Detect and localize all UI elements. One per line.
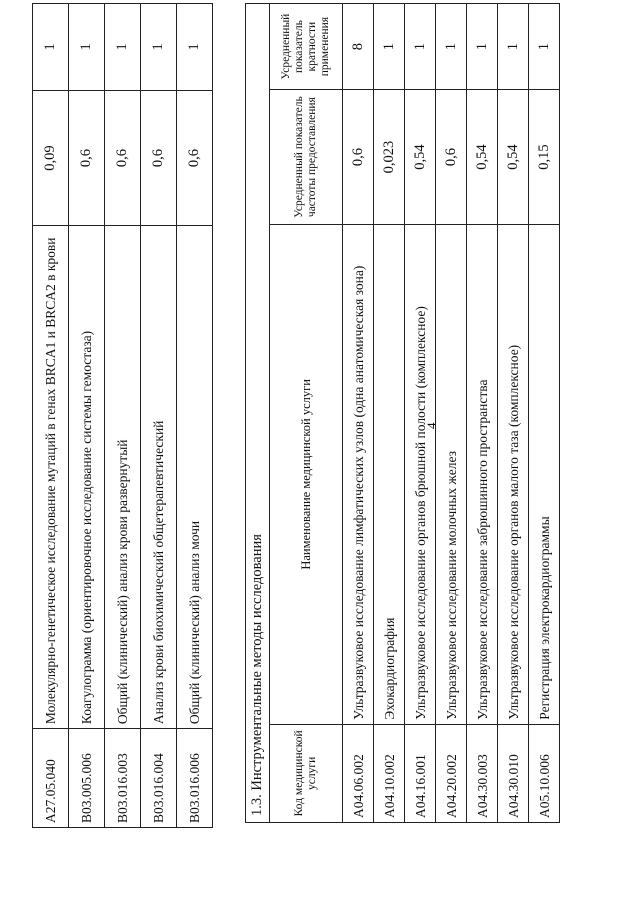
multiplicity-value: 1 bbox=[374, 4, 405, 90]
service-name: Ультразвуковое исследование органов брюшной полости (комплексное) bbox=[405, 225, 436, 725]
frequency-value: 0,6 bbox=[177, 90, 213, 226]
frequency-value: 0,6 bbox=[69, 90, 105, 226]
table-row bbox=[177, 4, 213, 828]
service-code: A04.06.002 bbox=[343, 724, 374, 822]
frequency-value: 0,54 bbox=[405, 90, 436, 225]
table-row bbox=[105, 4, 141, 828]
service-name: Молекулярно-генетическое исследование мутаций в генах BRCA1 и BRCA2 в крови bbox=[33, 226, 69, 729]
frequency-value: 0,023 bbox=[374, 90, 405, 225]
table-row bbox=[69, 4, 105, 828]
service-code: B03.005.006 bbox=[69, 729, 105, 828]
laboratory-services-table bbox=[32, 3, 213, 828]
table-row bbox=[467, 4, 498, 823]
service-code: A04.20.002 bbox=[436, 724, 467, 822]
service-name: Анализ крови биохимический общетерапевтический bbox=[141, 226, 177, 729]
multiplicity-value: 8 bbox=[343, 4, 374, 90]
table-row bbox=[436, 4, 467, 823]
frequency-value: 0,15 bbox=[529, 90, 560, 225]
service-code: A05.10.006 bbox=[529, 724, 560, 822]
table-header-row bbox=[270, 4, 343, 823]
service-name: Регистрация электрокардиограммы bbox=[529, 225, 560, 725]
service-code: B03.016.003 bbox=[105, 729, 141, 828]
multiplicity-value: 1 bbox=[105, 4, 141, 91]
frequency-value: 0,6 bbox=[436, 90, 467, 225]
service-name: Общий (клинический) анализ мочи bbox=[177, 226, 213, 729]
service-code: A04.10.002 bbox=[374, 724, 405, 822]
header-name: Наименование медицинской услуги bbox=[270, 225, 343, 725]
service-code: A04.30.010 bbox=[498, 724, 529, 822]
frequency-value: 0,09 bbox=[33, 90, 69, 226]
service-code: B03.016.004 bbox=[141, 729, 177, 828]
service-name: Ультразвуковое исследование забрюшинного пространства bbox=[467, 225, 498, 725]
header-multiplicity: Усредненный показатель кратности применения bbox=[270, 4, 343, 90]
service-code: B03.016.006 bbox=[177, 729, 213, 828]
section-title-row bbox=[246, 4, 270, 823]
multiplicity-value: 1 bbox=[529, 4, 560, 90]
table-row bbox=[374, 4, 405, 823]
multiplicity-value: 1 bbox=[498, 4, 529, 90]
multiplicity-value: 1 bbox=[141, 4, 177, 91]
service-name: Ультразвуковое исследование органов малого таза (комплексное) bbox=[498, 225, 529, 725]
frequency-value: 0,6 bbox=[105, 90, 141, 226]
service-code: A04.16.001 bbox=[405, 724, 436, 822]
frequency-value: 0,54 bbox=[467, 90, 498, 225]
table-row bbox=[498, 4, 529, 823]
service-name: Общий (клинический) анализ крови развернутый bbox=[105, 226, 141, 729]
instrumental-methods-table bbox=[245, 3, 560, 823]
header-frequency: Усредненный показатель частоты предоставления bbox=[270, 90, 343, 225]
frequency-value: 0,6 bbox=[141, 90, 177, 226]
multiplicity-value: 1 bbox=[33, 4, 69, 91]
table-row bbox=[405, 4, 436, 823]
service-name: Ультразвуковое исследование молочных желез bbox=[436, 225, 467, 725]
multiplicity-value: 1 bbox=[177, 4, 213, 91]
table-row bbox=[33, 4, 69, 828]
multiplicity-value: 1 bbox=[467, 4, 498, 90]
frequency-value: 0,6 bbox=[343, 90, 374, 225]
table-row bbox=[529, 4, 560, 823]
header-code: Код медицинской услуги bbox=[270, 724, 343, 822]
multiplicity-value: 1 bbox=[436, 4, 467, 90]
multiplicity-value: 1 bbox=[405, 4, 436, 90]
page-number: 4 bbox=[424, 422, 439, 429]
table-row bbox=[343, 4, 374, 823]
service-name: Коагулограмма (ориентировочное исследование системы гемостаза) bbox=[69, 226, 105, 729]
service-code: A27.05.040 bbox=[33, 729, 69, 828]
table-row bbox=[141, 4, 177, 828]
service-name: Ультразвуковое исследование лимфатических узлов (одна анатомическая зона) bbox=[343, 225, 374, 725]
frequency-value: 0,54 bbox=[498, 90, 529, 225]
service-name: Эхокардиография bbox=[374, 225, 405, 725]
section-title: 1.3. Инструментальные методы исследования bbox=[246, 4, 270, 823]
service-code: A04.30.003 bbox=[467, 724, 498, 822]
multiplicity-value: 1 bbox=[69, 4, 105, 91]
